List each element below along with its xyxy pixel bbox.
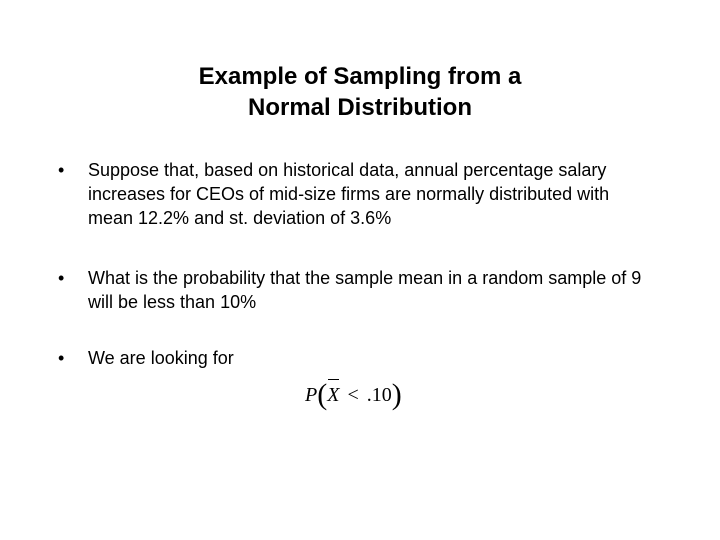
formula-sample-mean: X [327,378,339,412]
bullet-item [58,158,658,230]
title-line-2: Normal Distribution [247,94,472,121]
bullet-dot: • [58,268,65,288]
formula-close-paren: ) [391,378,402,411]
formula-function: P [305,384,318,406]
bullet-dot: • [58,348,65,368]
formula-operator: < [347,384,359,406]
bullet-item [58,266,658,314]
formula-open-paren: ( [317,378,328,411]
bullet-text: Suppose that, based on historical data, annual percentage salary increases for CEOs of mid-size firms are normally distributed with mean 12.2% and st. deviation of 3.6% [88,160,610,228]
probability-formula [305,378,402,412]
title-line-1: Example of Sampling from a [198,63,522,90]
bullet-dot: • [58,160,65,180]
bullet-text: What is the probability that the sample mean in a random sample of 9 will be less than 10% [88,268,642,312]
bullet-item [58,346,234,370]
slide-title [0,61,720,123]
bullet-text: We are looking for [88,348,234,368]
formula-value: .10 [366,384,392,406]
